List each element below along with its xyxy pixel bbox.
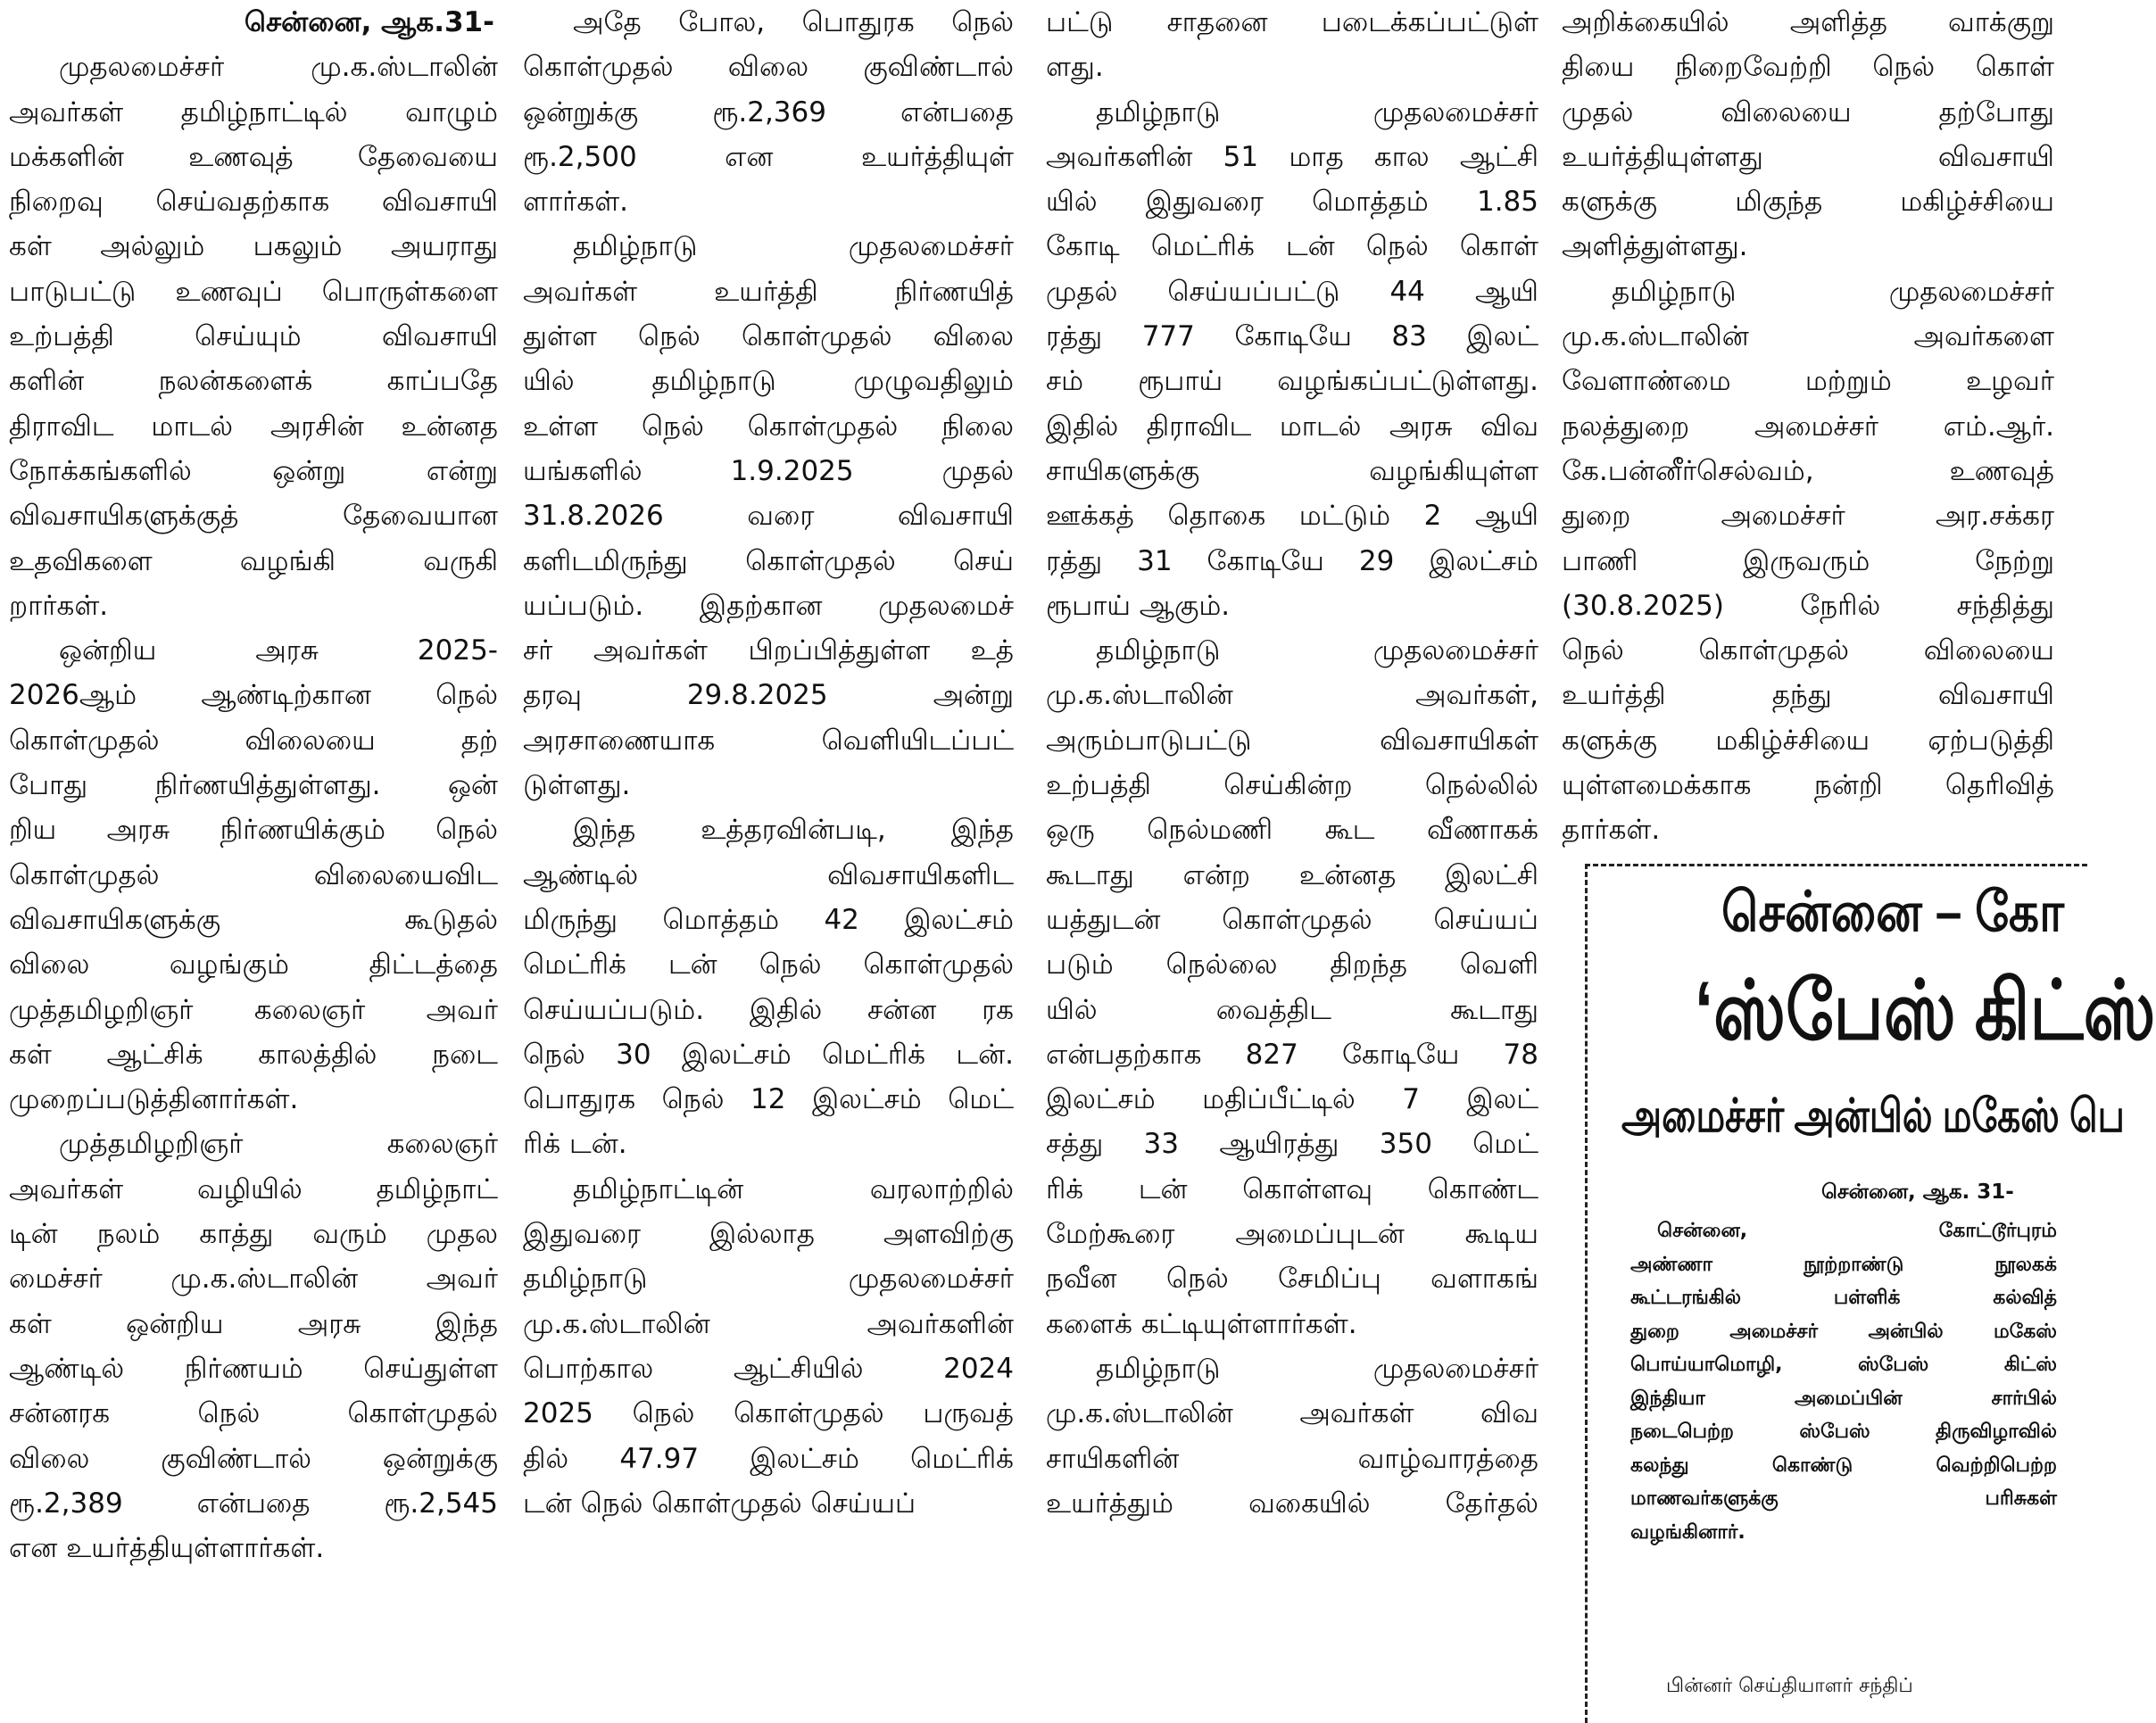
text-line: நிறைவு செய்வதற்காக விவசாயி <box>9 186 498 219</box>
boxed-news-item <box>1585 864 2156 1723</box>
text-line: பொதுரக நெல் 12 இலட்சம் மெட் <box>523 1083 1014 1116</box>
text-line: சத்து 33 ஆயிரத்து 350 மெட் <box>1046 1128 1538 1161</box>
text-line: ஒன்றுக்கு ரூ.2,369 என்பதை <box>523 95 1014 128</box>
text-line: ரத்து 31 கோடியே 29 இலட்சம் <box>1046 544 1538 577</box>
text-line: நடைபெற்ற ஸ்பேஸ் திருவிழாவில் <box>1630 1421 2057 1443</box>
text-line: யில் வைத்திட கூடாது <box>1046 993 1538 1026</box>
text-line: நவீன நெல் சேமிப்பு வளாகங் <box>1046 1263 1538 1296</box>
text-line: உயர்த்தி தந்து விவசாயி <box>1562 679 2054 712</box>
text-line: பொய்யாமொழி, ஸ்பேஸ் கிட்ஸ் <box>1630 1354 2057 1376</box>
text-line: 31.8.2026 வரை விவசாயி <box>523 500 1014 533</box>
text-line: கொள்முதல் விலை குவிண்டால் <box>523 51 1014 84</box>
column-3 <box>1046 0 1538 1701</box>
text-line: மைச்சர் மு.க.ஸ்டாலின் அவர் <box>9 1263 498 1296</box>
text-line: கள் ஒன்றிய அரசு இந்த <box>9 1307 498 1340</box>
paragraph <box>9 1122 498 1570</box>
text-line: யில் இதுவரை மொத்தம் 1.85 <box>1046 186 1538 219</box>
text-line: (30.8.2025) நேரில் சந்தித்து <box>1562 589 2054 622</box>
text-line: பட்டு சாதனை படைக்கப்பட்டுள் <box>1046 6 1538 38</box>
text-line: ரத்து 777 கோடியே 83 இலட் <box>1046 320 1538 353</box>
text-line: அவர்கள் உயர்த்தி நிர்ணயித் <box>523 275 1014 308</box>
text-line: கொள்முதல் விலையைவிட <box>9 858 498 891</box>
text-line: உயர்த்தும் வகையில் தேர்தல் <box>1046 1487 1538 1520</box>
text-line: யப்படும். இதற்கான முதலமைச் <box>523 589 1014 622</box>
text-line: தமிழ்நாடு முதலமைச்சர் <box>1612 275 2054 308</box>
text-line: களைக் கட்டியுள்ளார்கள். <box>1046 1307 1357 1340</box>
text-line: இந்த உத்தரவின்படி, இந்த <box>573 814 1014 847</box>
text-line: மேற்கூரை அமைப்புடன் கூடிய <box>1046 1218 1538 1251</box>
text-line: கூடாது என்ற உன்னத இலட்சி <box>1046 858 1538 891</box>
text-line: படும் நெல்லை திறந்த வெளி <box>1046 948 1538 982</box>
text-line: ளார்கள். <box>523 186 629 219</box>
text-line: விலை குவிண்டால் ஒன்றுக்கு <box>9 1442 498 1475</box>
text-line: சன்னரக நெல் கொள்முதல் <box>9 1397 498 1430</box>
text-line: விவசாயிகளுக்கு கூடுதல் <box>9 903 498 936</box>
text-line: சம் ரூபாய் வழங்கப்பட்டுள்ளது. <box>1046 365 1538 398</box>
text-line: உயர்த்தியுள்ளது விவசாயி <box>1562 140 2054 173</box>
paragraph <box>9 628 498 1122</box>
text-line: உதவிகளை வழங்கி வருகி <box>9 544 498 577</box>
text-line: சென்னை, கோட்டூர்புரம் <box>1657 1220 2057 1242</box>
paragraph <box>1046 1346 1538 1526</box>
text-line: ரூபாய் ஆகும். <box>1046 589 1231 622</box>
text-line: உற்பத்தி செய்யும் விவசாயி <box>9 320 498 353</box>
text-line: மு.க.ஸ்டாலின் அவர்கள் விவ <box>1046 1397 1538 1430</box>
box-headline-sub: அமைச்சர் அன்பில் மகேஸ் பெ <box>1621 1090 2125 1142</box>
text-line: உள்ள நெல் கொள்முதல் நிலை <box>523 410 1014 443</box>
text-line: ளது. <box>1046 51 1104 84</box>
text-line: அளித்துள்ளது. <box>1562 230 1748 263</box>
text-line: தில் 47.97 இலட்சம் மெட்ரிக் <box>523 1442 1014 1475</box>
text-line: யங்களில் 1.9.2025 முதல் <box>523 454 1014 487</box>
text-line: அரும்பாடுபட்டு விவசாயிகள் <box>1046 724 1538 757</box>
text-line: மாணவர்களுக்கு பரிசுகள் <box>1630 1487 2057 1510</box>
paragraph <box>1562 269 2054 853</box>
text-line: நெல் 30 இலட்சம் மெட்ரிக் டன். <box>523 1038 1014 1071</box>
text-line: தமிழ்நாடு முதலமைச்சர் <box>573 230 1014 263</box>
text-line: பாடுபட்டு உணவுப் பொருள்களை <box>9 275 498 308</box>
text-line: போது நிர்ணயித்துள்ளது. ஒன் <box>9 769 498 802</box>
paragraph <box>1046 90 1538 629</box>
text-line: டின் நலம் காத்து வரும் முதல <box>9 1218 498 1251</box>
paragraph <box>1046 628 1538 1346</box>
text-line: களுக்கு மகிழ்ச்சியை ஏற்படுத்தி <box>1562 724 2054 757</box>
column-2 <box>523 0 1014 1701</box>
text-line: முறைப்படுத்தினார்கள். <box>9 1083 299 1116</box>
text-line: மெட்ரிக் டன் நெல் கொள்முதல் <box>523 948 1014 982</box>
paragraph <box>523 1167 1014 1526</box>
paragraph <box>523 808 1014 1166</box>
text-line: யுள்ளமைக்காக நன்றி தெரிவித் <box>1562 769 2054 802</box>
box-continuation-line: பின்னர் செய்தியாளர் சந்திப் <box>1666 1675 1913 1697</box>
text-line: நோக்கங்களில் ஒன்று என்று <box>9 454 498 487</box>
text-line: சாயிகளின் வாழ்வாரத்தை <box>1046 1442 1538 1475</box>
box-body <box>1630 1214 2057 1549</box>
text-line: களுக்கு மிகுந்த மகிழ்ச்சியை <box>1562 186 2054 219</box>
text-line: மு.க.ஸ்டாலின் அவர்கள், <box>1046 679 1538 712</box>
text-line: தமிழ்நாடு முதலமைச்சர் <box>1096 95 1538 128</box>
text-line: அதே போல, பொதுரக நெல் <box>573 6 1014 38</box>
text-line: யில் தமிழ்நாடு முழுவதிலும் <box>523 365 1014 398</box>
text-line: கே.பன்னீர்செல்வம், உணவுத் <box>1562 454 2054 487</box>
text-line: களின் நலன்களைக் காப்பதே <box>9 365 498 398</box>
paragraph <box>523 224 1014 808</box>
text-line: தமிழ்நாட்டின் வரலாற்றில் <box>573 1172 1014 1205</box>
text-line: அறிக்கையில் அளித்த வாக்குறு <box>1562 6 2054 38</box>
text-line: தரவு 29.8.2025 அன்று <box>523 679 1014 712</box>
text-line: அரசாணையாக வெளியிடப்பட் <box>523 724 1014 757</box>
text-line: மிருந்து மொத்தம் 42 இலட்சம் <box>523 903 1014 936</box>
text-line: நெல் கொள்முதல் விலையை <box>1562 634 2054 667</box>
text-line: பாணி இருவரும் நேற்று <box>1562 544 2054 577</box>
text-line: இதில் திராவிட மாடல் அரசு விவ <box>1046 410 1538 443</box>
text-line: உற்பத்தி செய்கின்ற நெல்லில் <box>1046 769 1538 802</box>
text-line: ரிக் டன். <box>523 1128 627 1161</box>
text-line: களிடமிருந்து கொள்முதல் செய் <box>523 544 1014 577</box>
text-line: றிய அரசு நிர்ணயிக்கும் நெல் <box>9 814 498 847</box>
box-dateline: சென்னை, ஆக. 31- <box>1821 1180 2014 1204</box>
paragraph <box>1562 0 2054 269</box>
paragraph <box>1046 0 1538 90</box>
text-line: கலந்து கொண்டு வெற்றிபெற்ற <box>1630 1454 2057 1477</box>
text-line: இந்தியா அமைப்பின் சார்பில் <box>1630 1387 2057 1410</box>
text-line: முத்தமிழறிஞர் கலைஞர் <box>59 1128 498 1161</box>
text-line: மு.க.ஸ்டாலின் அவர்களை <box>1562 320 2054 353</box>
text-line: இதுவரை இல்லாத அளவிற்கு <box>523 1218 1014 1251</box>
text-line: தமிழ்நாடு முதலமைச்சர் <box>1096 1352 1538 1385</box>
text-line: தியை நிறைவேற்றி நெல் கொள் <box>1562 51 2054 84</box>
text-line: முதல் செய்யப்பட்டு 44 ஆயி <box>1046 275 1538 308</box>
text-line: கள் அல்லும் பகலும் அயராது <box>9 230 498 263</box>
text-line: நலத்துறை அமைச்சர் எம்.ஆர். <box>1562 410 2054 443</box>
paragraph <box>523 0 1014 224</box>
text-line: முத்தமிழறிஞர் கலைஞர் அவர் <box>9 993 498 1026</box>
text-line: அண்ணா நூற்றாண்டு நூலகக் <box>1630 1253 2057 1276</box>
text-line: யத்துடன் கொள்முதல் செய்யப் <box>1046 903 1538 936</box>
text-line: தார்கள். <box>1562 814 1661 847</box>
text-line: பொற்கால ஆட்சியில் 2024 <box>523 1352 1014 1385</box>
text-line: ரூ.2,500 என உயர்த்தியுள் <box>523 140 1014 173</box>
text-line: விலை வழங்கும் திட்டத்தை <box>9 948 498 982</box>
text-line: கோடி மெட்ரிக் டன் நெல் கொள் <box>1046 230 1538 263</box>
lead-paragraph <box>9 45 498 628</box>
text-line: விவசாயிகளுக்குத் தேவையான <box>9 500 498 533</box>
text-line: தமிழ்நாடு முதலமைச்சர் <box>523 1263 1014 1296</box>
text-line: 2026ஆம் ஆண்டிற்கான நெல் <box>9 679 498 712</box>
text-line: மக்களின் உணவுத் தேவையை <box>9 140 498 173</box>
text-line: துறை அமைச்சர் அன்பில் மகேஸ் <box>1630 1320 2057 1343</box>
text-line: அவர்கள் வழியில் தமிழ்நாட் <box>9 1172 498 1205</box>
text-line: செய்யப்படும். இதில் சன்ன ரக <box>523 993 1014 1026</box>
text-line: ஒரு நெல்மணி கூட வீணாகக் <box>1046 814 1538 847</box>
text-line: ஒன்றிய அரசு 2025- <box>59 634 498 667</box>
text-line: கள் ஆட்சிக் காலத்தில் நடை <box>9 1038 498 1071</box>
box-headline-kicker: சென்னை – கோ <box>1721 882 2065 943</box>
text-line: ரிக் டன் கொள்ளவு கொண்ட <box>1046 1172 1538 1205</box>
text-line: ரூ.2,389 என்பதை ரூ.2,545 <box>9 1487 498 1520</box>
text-line: மு.க.ஸ்டாலின் அவர்களின் <box>523 1307 1014 1340</box>
text-line: முதலமைச்சர் மு.க.ஸ்டாலின் <box>59 51 498 84</box>
text-line: சாயிகளுக்கு வழங்கியுள்ள <box>1046 454 1538 487</box>
text-line: ஊக்கத் தொகை மட்டும் 2 ஆயி <box>1046 500 1538 533</box>
dateline: சென்னை, ஆக.31- <box>244 6 494 38</box>
text-line: டன் நெல் கொள்முதல் செய்யப் <box>523 1487 916 1520</box>
text-line: துறை அமைச்சர் அர.சக்கர <box>1562 500 2054 533</box>
text-line: துள்ள நெல் கொள்முதல் விலை <box>523 320 1014 353</box>
box-headline-main: ‘ஸ்பேஸ் கிட்ஸ் <box>1695 965 2156 1056</box>
text-line: ஆண்டில் விவசாயிகளிட <box>523 858 1014 891</box>
text-line: என்பதற்காக 827 கோடியே 78 <box>1046 1038 1538 1071</box>
text-line: றார்கள். <box>9 589 109 622</box>
text-line: வேளாண்மை மற்றும் உழவர் <box>1562 365 2054 398</box>
text-line: அவர்கள் தமிழ்நாட்டில் வாழும் <box>9 95 498 128</box>
text-line: என உயர்த்தியுள்ளார்கள். <box>9 1532 325 1565</box>
text-line: ஆண்டில் நிர்ணயம் செய்துள்ள <box>9 1352 498 1385</box>
text-line: சர் அவர்கள் பிறப்பித்துள்ள உத் <box>523 634 1014 667</box>
column-1 <box>9 0 498 1701</box>
text-line: கூட்டரங்கில் பள்ளிக் கல்வித் <box>1630 1287 2057 1309</box>
text-line: 2025 நெல் கொள்முதல் பருவத் <box>523 1397 1014 1430</box>
text-line: டுள்ளது. <box>523 769 631 802</box>
text-line: அவர்களின் 51 மாத கால ஆட்சி <box>1046 140 1538 173</box>
text-line: இலட்சம் மதிப்பீட்டில் 7 இலட் <box>1046 1083 1538 1116</box>
text-line: திராவிட மாடல் அரசின் உன்னத <box>9 410 498 443</box>
text-line: வழங்கினார். <box>1630 1520 1746 1544</box>
text-line: முதல் விலையை தற்போது <box>1562 95 2054 128</box>
text-line: கொள்முதல் விலையை தற் <box>9 724 498 757</box>
text-line: தமிழ்நாடு முதலமைச்சர் <box>1096 634 1538 667</box>
